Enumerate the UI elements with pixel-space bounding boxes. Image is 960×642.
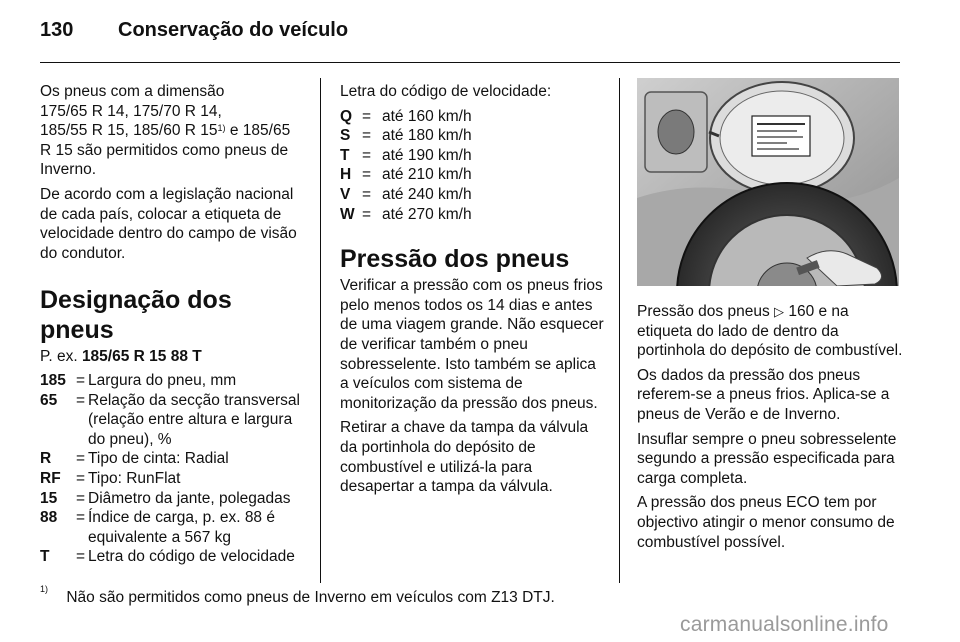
section-heading-tire-designation: Designação dos pneus (40, 286, 232, 345)
middle-column (340, 82, 606, 502)
speed-desc: até 210 km/h (382, 166, 472, 184)
def-desc: Relação da secção transversal (relação entre altura e largura do pneu), % (88, 391, 300, 448)
footnote-marker: 1) (40, 584, 49, 594)
speed-desc: até 180 km/h (382, 127, 472, 145)
watermark: carmanualsonline.info (680, 613, 889, 636)
pressure-check-paragraph: Verificar a pressão com os pneus frios pelo menos todos os 14 dias e antes de uma viagem grande. Não esquecer de verificar também o pneu sobresselente. Isto também se aplica a veículos com sistema de monitorização da pressão dos pneus. (340, 277, 604, 412)
speed-code-list: Q = até 160 km/h S = até 180 km/h T = até 190 km/h H = até 210 km/h V = até 240 km/h W = até 270 km/h (340, 107, 606, 225)
column-divider-right (619, 78, 620, 583)
speed-desc: até 190 km/h (382, 146, 472, 164)
speed-term: S (340, 127, 351, 145)
def-term: 88 (40, 509, 58, 527)
eco-pressure-paragraph: A pressão dos pneus ECO tem por objectivo atingir o menor consumo de combustível possível. (637, 494, 895, 551)
page-title: Conservação do veículo (118, 19, 349, 41)
speed-term: Q (340, 107, 353, 125)
def-term: 185 (40, 371, 66, 389)
speed-desc: até 270 km/h (382, 205, 472, 223)
figure-caption: Pressão dos pneus ▷ 160 e na etiqueta do lado de dentro da portinhola do depósito de combustível. (637, 303, 903, 360)
def-desc: Largura do pneu, mm (88, 371, 237, 389)
footnote-ref: 1) (217, 123, 226, 134)
column-divider-left (320, 78, 321, 583)
speed-desc: até 160 km/h (382, 107, 472, 125)
valve-cap-paragraph: Retirar a chave da tampa da válvula da portinhola do depósito de combustível e utilizá-la para desapertar a tampa da válvula. (340, 419, 589, 496)
speed-term: W (340, 205, 355, 223)
def-term: 15 (40, 489, 58, 507)
speed-term: V (340, 185, 351, 203)
def-desc: Tipo de cinta: Radial (88, 450, 229, 468)
def-term: RF (40, 469, 61, 487)
spare-tire-paragraph: Insuflar sempre o pneu sobresselente segundo a pressão especificada para carga completa. (637, 430, 897, 487)
def-term: T (40, 548, 50, 566)
def-desc: Índice de carga, p. ex. 88 é equivalente a 567 kg (88, 509, 275, 546)
tire-designation-list: 185 = Largura do pneu, mm 65 = Relação da secção transversal (relação entre altura e largura do pneu), % R = Tipo de cinta: Radial RF = Tipo: RunFlat 15 = Diâmetro da jante, polegadas 88 = Índice de carga, p. ex. 88 é equivalente a 567 kg T = Letra do código de velocidade (40, 371, 312, 567)
example-line: P. ex. 185/65 R 15 88 T (40, 348, 202, 366)
header-divider (40, 62, 900, 63)
def-term: R (40, 450, 52, 468)
speed-code-intro: Letra do código de velocidade: (340, 83, 552, 100)
def-term: 65 (40, 391, 58, 409)
def-desc: Diâmetro da jante, polegadas (88, 489, 291, 507)
section-heading-tire-pressure: Pressão dos pneus (340, 245, 570, 274)
page-number: 130 (40, 19, 74, 41)
footnote-text: Não são permitidos como pneus de Inverno em veículos com Z13 DTJ. (66, 589, 555, 607)
speed-label-paragraph: De acordo com a legislação nacional de cada país, colocar a etiqueta de velocidade dentro do campo de visão do condutor. (40, 185, 297, 262)
left-column (40, 82, 312, 567)
speed-term: T (340, 146, 350, 164)
cross-reference-arrow-icon: ▷ (774, 304, 785, 319)
def-desc: Tipo: RunFlat (88, 469, 181, 487)
speed-desc: até 240 km/h (382, 185, 472, 203)
cold-tires-paragraph: Os dados da pressão dos pneus referem-se a pneus frios. Aplica-se a pneus de Verão e de Inverno. (637, 366, 890, 423)
def-desc: Letra do código de velocidade (88, 548, 295, 566)
right-column (637, 302, 903, 557)
fuel-door-drawing (637, 78, 899, 286)
speed-term: H (340, 166, 352, 184)
tire-dimension-paragraph: Os pneus com a dimensão 175/65 R 14, 175/70 R 14, 185/55 R 15, 185/60 R 15$^{1)}$ e 185/65 R 15 são permitidos como pneus de Inverno. (40, 83, 291, 179)
fuel-door-illustration (637, 78, 899, 286)
footnote (40, 584, 555, 607)
